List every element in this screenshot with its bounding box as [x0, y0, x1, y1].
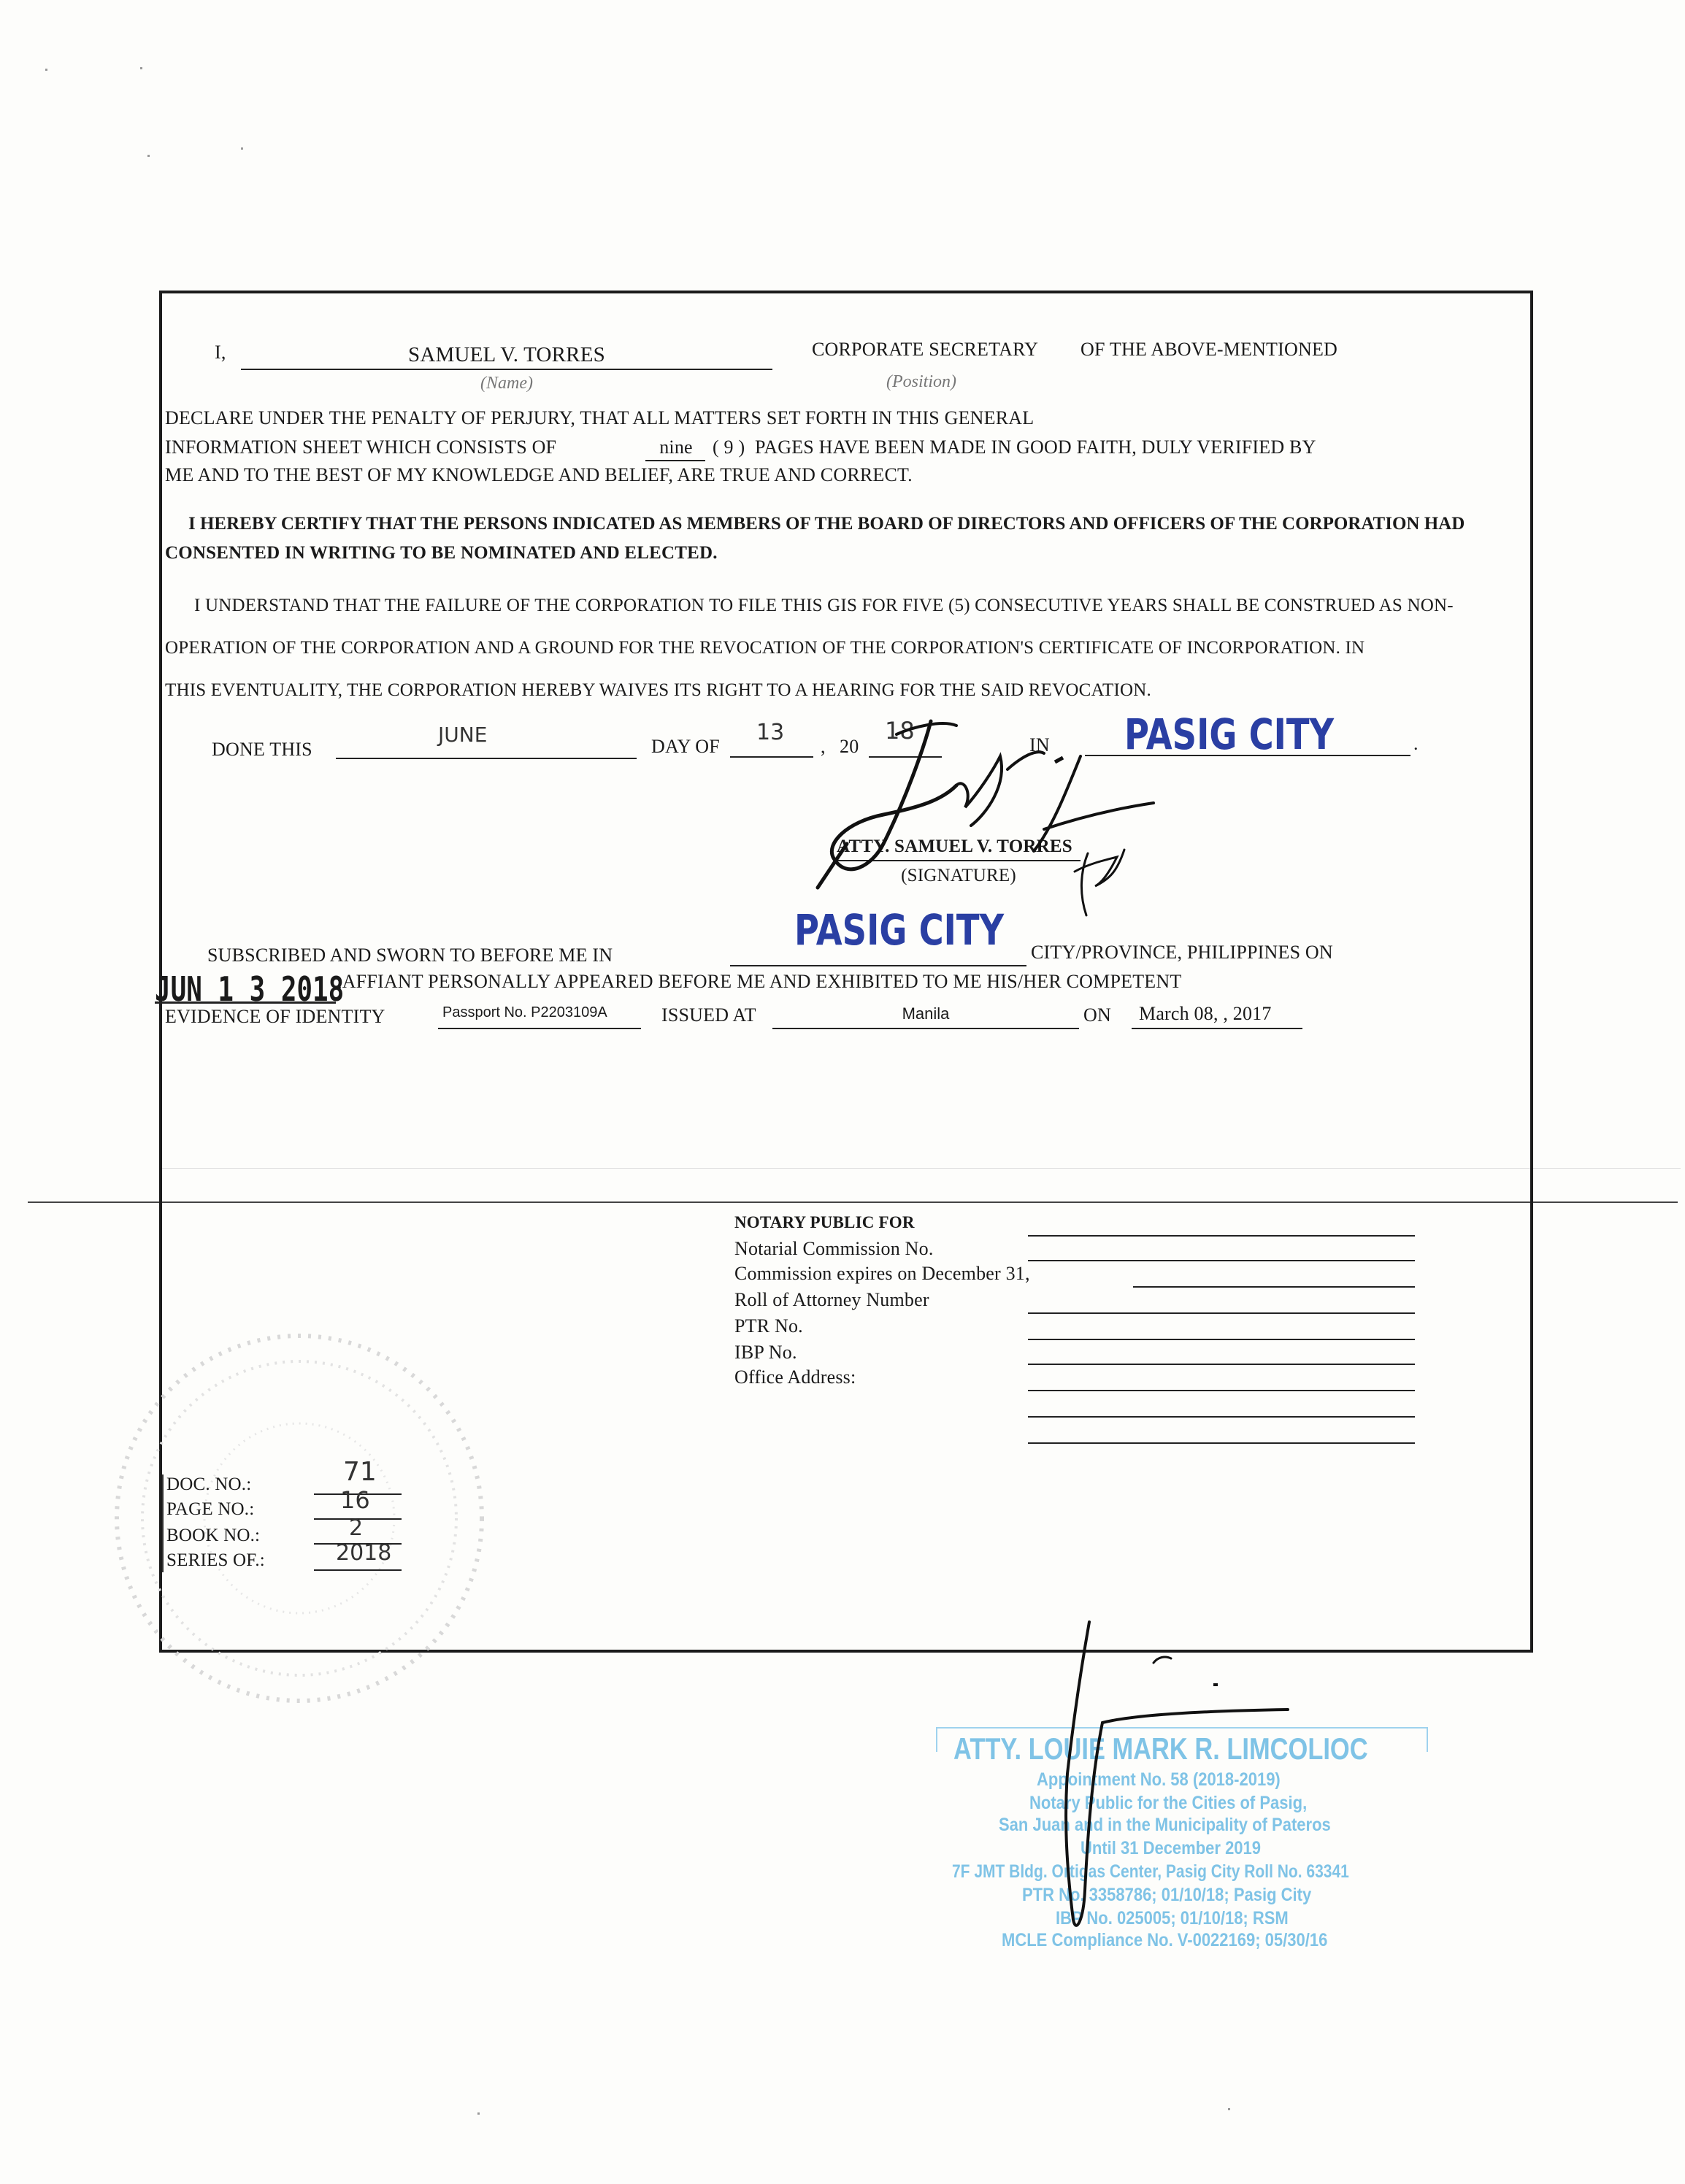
notary-blank-line: [1028, 1235, 1415, 1237]
on-label: ON: [1083, 1004, 1111, 1026]
i-label: I,: [215, 342, 226, 363]
scan-speck: [147, 155, 150, 157]
done-period: .: [1413, 733, 1419, 754]
day-of-label: DAY OF: [651, 736, 720, 757]
notary-office: Office Address:: [734, 1366, 856, 1388]
jurat-place-stamp: PASIG CITY: [794, 905, 1005, 955]
initials-mark: [1066, 842, 1132, 923]
subscribed-label: SUBSCRIBED AND SWORN TO BEFORE ME IN: [207, 945, 613, 966]
notary-blank-line: [1133, 1286, 1415, 1288]
series-value: 2018: [336, 1540, 392, 1566]
name-underline: [241, 369, 772, 370]
place-stamp: PASIG CITY: [1124, 710, 1335, 759]
done-month-underline: [336, 758, 637, 759]
declarant-position: CORPORATE SECRETARY: [812, 339, 1039, 360]
signer-name: ATTY. SAMUEL V. TORRES: [837, 837, 1072, 856]
done-this-label: DONE THIS: [212, 739, 312, 760]
certify-line-1: I HEREBY CERTIFY THAT THE PERSONS INDICATED AS MEMBERS OF THE BOARD OF DIRECTORS AND OFFICERS OF THE CORPORATION HAD: [188, 514, 1465, 534]
notary-blank-line: [1028, 1442, 1415, 1444]
jurat-date-underline: [155, 1001, 336, 1004]
notary-commission-no: Notarial Commission No.: [734, 1238, 934, 1259]
day-handwritten: 13: [756, 720, 785, 745]
signature-caption: (SIGNATURE): [901, 866, 1016, 885]
notary-blank-line: [1028, 1364, 1415, 1365]
certify-line-2: CONSENTED IN WRITING TO BE NOMINATED AND ELECTED.: [165, 543, 718, 563]
evidence-label: EVIDENCE OF IDENTITY: [165, 1006, 385, 1027]
scan-speck: [140, 67, 142, 69]
notary-blank-line: [1028, 1312, 1415, 1314]
page-no-value: 16: [340, 1486, 370, 1514]
notary-stamp-line-3: San Juan and in the Municipality of Pateros: [999, 1815, 1331, 1835]
declare-line-2b: PAGES HAVE BEEN MADE IN GOOD FAITH, DULY VERIFIED BY: [755, 437, 1316, 458]
pages-number: ( 9 ): [713, 437, 745, 458]
scan-speck: [1228, 2108, 1230, 2110]
evidence-value: Passport No. P2203109A: [442, 1004, 607, 1020]
position-caption: (Position): [886, 372, 956, 391]
declare-line-3: ME AND TO THE BEST OF MY KNOWLEDGE AND BELIEF, ARE TRUE AND CORRECT.: [165, 464, 913, 485]
jurat-date-stamp: JUN 1 3 2018: [155, 969, 345, 1009]
day-underline: [730, 756, 813, 758]
done-month-handwritten: JUNE: [438, 723, 488, 747]
notary-stamp-line-1: Appointment No. 58 (2018-2019): [1037, 1769, 1281, 1790]
notary-blank-line: [1028, 1339, 1415, 1340]
dry-seal-emboss: [95, 1314, 504, 1723]
name-caption: (Name): [480, 374, 533, 393]
affiant-text: ,AFFIANT PERSONALLY APPEARED BEFORE ME AND EXHIBITED TO ME HIS/HER COMPETENT: [337, 971, 1182, 992]
issued-at-label: ISSUED AT: [661, 1004, 756, 1026]
book-no-label: BOOK NO.:: [166, 1526, 261, 1545]
jurat-place-underline: [730, 965, 1026, 966]
done-comma: ,: [821, 736, 826, 757]
declare-line-1: DECLARE UNDER THE PENALTY OF PERJURY, THAT ALL MATTERS SET FORTH IN THIS GENERAL: [165, 407, 1035, 428]
notary-stamp-line-6: PTR No. 3358786; 01/10/18; Pasig City: [1022, 1885, 1312, 1905]
book-no-value: 2: [349, 1515, 364, 1541]
notary-stamp-line-2: Notary Public for the Cities of Pasig,: [1029, 1793, 1308, 1813]
notary-blank-line: [1028, 1390, 1415, 1391]
pages-word-underline: [645, 460, 705, 461]
notary-ptr: PTR No.: [734, 1315, 803, 1337]
register-side-rule: [162, 1474, 164, 1572]
understand-line-2: OPERATION OF THE CORPORATION AND A GROUND FOR THE REVOCATION OF THE CORPORATION'S CERTIFICATE OF INCORPORATION. IN: [165, 638, 1365, 658]
declarant-name: SAMUEL V. TORRES: [408, 343, 605, 366]
on-value: March 08, , 2017: [1139, 1003, 1272, 1024]
evidence-underline: [438, 1028, 641, 1029]
notary-expires: Commission expires on December 31,: [734, 1263, 1030, 1284]
notary-stamp-line-7: IBP No. 025005; 01/10/18; RSM: [1056, 1908, 1289, 1929]
scan-speck: [241, 147, 243, 150]
notary-roll: Roll of Attorney Number: [734, 1289, 929, 1310]
understand-line-1: I UNDERSTAND THAT THE FAILURE OF THE CORPORATION TO FILE THIS GIS FOR FIVE (5) CONSECUTIVE YEARS SHALL BE CONSTRUED AS NON-: [194, 596, 1454, 615]
notary-blank-line: [1028, 1260, 1415, 1261]
series-underline: [314, 1569, 402, 1571]
year-prefix: 20: [840, 736, 859, 757]
notary-signature: [1022, 1613, 1314, 1942]
declare-line-2a: INFORMATION SHEET WHICH CONSISTS OF: [165, 437, 557, 458]
pages-word: nine: [659, 437, 693, 458]
page-no-label: PAGE NO.:: [166, 1499, 255, 1519]
scan-speck: [477, 2112, 480, 2115]
of-above-mentioned: OF THE ABOVE-MENTIONED: [1081, 339, 1338, 360]
notary-stamp-line-5: 7F JMT Bldg. Ortigas Center, Pasig City Roll No. 63341: [952, 1861, 1349, 1882]
doc-no-label: DOC. NO.:: [166, 1474, 252, 1494]
notary-stamp-line-8: MCLE Compliance No. V-0022169; 05/30/16: [1002, 1930, 1328, 1950]
understand-line-3: THIS EVENTUALITY, THE CORPORATION HEREBY WAIVES ITS RIGHT TO A HEARING FOR THE SAID REVOCATION.: [165, 680, 1151, 700]
notary-blank-line: [1028, 1416, 1415, 1418]
issued-at-underline: [772, 1028, 1079, 1029]
issued-at-value: Manila: [902, 1004, 950, 1023]
series-label: SERIES OF.:: [166, 1550, 265, 1570]
notary-stamp-name: ATTY. LOUIE MARK R. LIMCOLIOC: [953, 1731, 1368, 1766]
city-province-label: CITY/PROVINCE, PHILIPPINES ON: [1031, 942, 1333, 963]
notary-header: NOTARY PUBLIC FOR: [734, 1213, 915, 1231]
in-label: IN: [1029, 734, 1050, 755]
notary-stamp-line-4: Until 31 December 2019: [1081, 1838, 1262, 1858]
year-handwritten: 18: [885, 717, 915, 745]
doc-no-value: 71: [343, 1457, 377, 1487]
on-underline: [1132, 1028, 1302, 1029]
notary-ibp: IBP No.: [734, 1342, 797, 1363]
scan-speck: [45, 69, 47, 71]
